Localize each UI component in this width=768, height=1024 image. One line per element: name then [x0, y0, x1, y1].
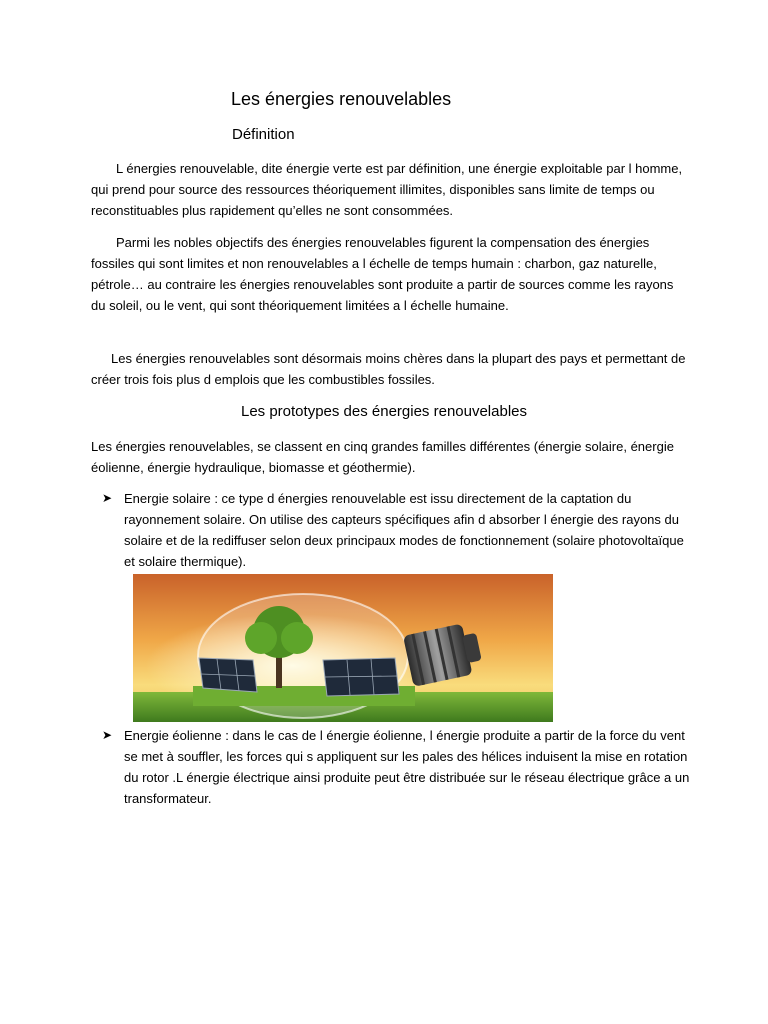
list-item-text: Energie éolienne : dans le cas de l énergie éolienne, l énergie produite a partir de la force du vent se met à souffler, les forces qui s appliquent sur les pales des hélices induisent la mise en rotation du rotor .L énergie électrique ainsi produite peut être distribuée sur le réseau électrique grâce a un transformateur.: [124, 728, 690, 806]
arrowhead-bullet-icon: ➤: [102, 491, 113, 505]
list-item-solar: [102, 488, 692, 572]
paragraph-objectives: Parmi les nobles objectifs des énergies renouvelables figurent la compensation des énergies fossiles qui sont limites et non renouvelables a l échelle de temps humain : charbon, gaz naturelle, pétrole… au contraire les énergies renouvelables sont produite a partir de sources comme les rayons du soleil, ou le vent, qui sont théoriquement limitées a l échelle humaine.: [91, 235, 674, 313]
lightbulb-solar-panel-tree-illustration: [133, 574, 553, 722]
section-heading-prototypes: Les prototypes des énergies renouvelables: [240, 403, 528, 420]
arrowhead-bullet-icon: ➤: [102, 728, 113, 742]
list-item-text: Energie solaire : ce type d énergies renouvelable est issu directement de la captation du rayonnement solaire. On utilise des capteurs spécifiques afin d absorber l énergie des rayons du solaire et de la rediffuser selon deux principaux modes de fonctionnement (solaire photovoltaïque et solaire thermique).: [124, 491, 684, 569]
section-heading-definition: Définition: [232, 126, 295, 143]
document-title: Les énergies renouvelables: [231, 89, 452, 109]
paragraph-definition: L énergies renouvelable, dite énergie verte est par définition, une énergie exploitable par l homme, qui prend pour source des ressources théoriquement illimites, disponibles sans limite de temps ou reconstituables plus rapidement qu’elles ne sont consommées.: [91, 161, 683, 218]
list-item-wind: [102, 725, 692, 809]
paragraph-families: Les énergies renouvelables, se classent en cinq grandes familles différentes (énergie solaire, énergie éolienne, énergie hydraulique, biomasse et géothermie).: [91, 439, 674, 475]
paragraph-costs: Les énergies renouvelables sont désormais moins chères dans la plupart des pays et permettant de créer trois fois plus d emplois que les combustibles fossiles.: [91, 351, 686, 387]
